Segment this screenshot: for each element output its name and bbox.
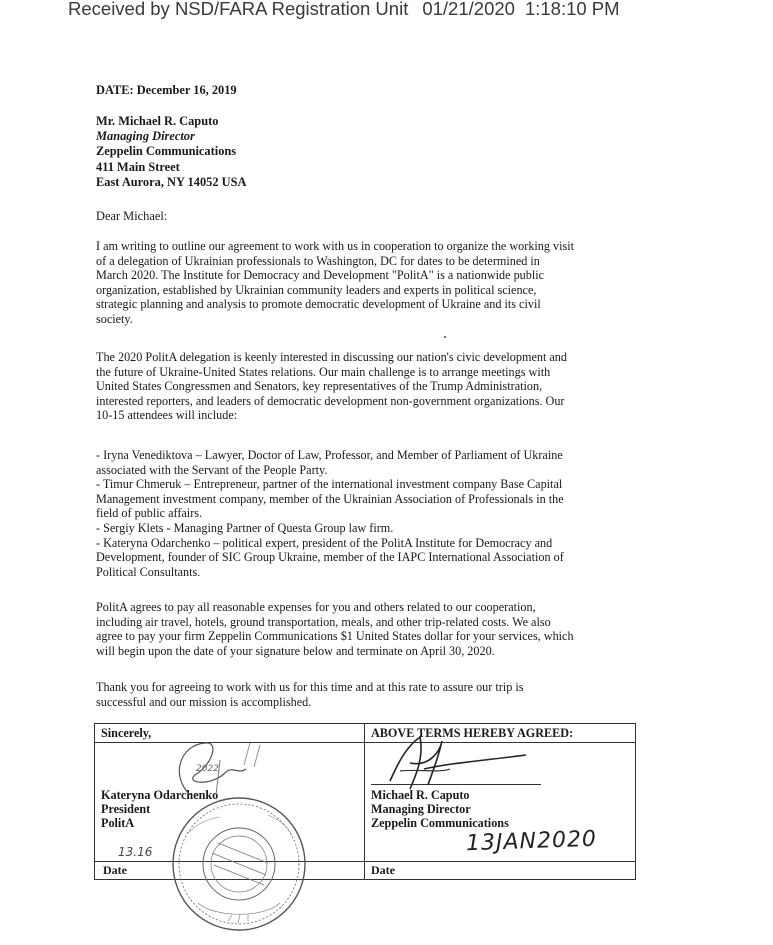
paragraph-delegation (96, 350, 636, 423)
signer-title: President (101, 802, 151, 817)
recipient-title: Managing Director (96, 129, 195, 144)
left-date-label: Date (103, 863, 127, 877)
stamp-label: Received by NSD/FARA Registration Unit (68, 0, 409, 19)
attendee-line: - Sergiy Klets - Managing Partner of Questa Group law firm. (96, 520, 394, 535)
agreed-label: ABOVE TERMS HEREBY AGREED: (371, 726, 574, 740)
attendee-line: Political Consultants. (96, 564, 201, 579)
recipient-name: Mr. Michael R. Caputo (96, 114, 219, 128)
text-line: organization, established by Ukrainian community leaders and experts in political science, (96, 282, 537, 297)
handwritten-date-right: 13JAN2020 (465, 826, 598, 857)
svg-text:2022: 2022 (196, 764, 219, 774)
recipient-address-block (96, 114, 246, 190)
text-line: agree to pay your firm Zeppelin Communications $1 United States dollar for your services, which (96, 629, 574, 644)
sincerely-label: Sincerely, (101, 726, 152, 740)
text-line: The 2020 PolitA delegation is keenly interested in discussing our nation's civic development and (96, 350, 567, 364)
text-line: PolitA agrees to pay all reasonable expenses for you and others related to our cooperation, (96, 600, 536, 614)
handwritten-date-left: 13.16 (118, 845, 153, 859)
stamp-date: 01/21/2020 (422, 0, 515, 19)
text-line: I am writing to outline our agreement to work with us in cooperation to organize the working visit (96, 239, 575, 253)
text-line: society. (96, 311, 133, 326)
text-line: United States Congressmen and Senators, key representatives of the Trump Administration, (96, 379, 543, 394)
right-signer-block (371, 788, 509, 831)
attendee-line: Management investment company, member of the Ukrainian Association of Professionals in the (96, 491, 564, 506)
text-line: the future of Ukraine-United States relations. Our main challenge is to arrange meetings with (96, 364, 551, 379)
signer-name: Kateryna Odarchenko (101, 788, 219, 802)
stamp-time: 1:18:10 PM (524, 0, 620, 19)
attendee-line: Development, founder of SIC Group Ukraine, member of the IAPC International Association of (96, 550, 564, 565)
text-line: including air travel, hotels, ground transportation, meals, and other trip-related costs. We also (96, 614, 551, 629)
text-line: Thank you for agreeing to work with us for this time and at this rate to assure our trip is (96, 680, 524, 694)
signer-org: PolitA (101, 816, 135, 831)
text-line: successful and our mission is accomplished. (96, 694, 312, 709)
attendee-list (96, 448, 636, 579)
text-line: March 2020. The Institute for Democracy and Development "PolitA" is a nationwide public (96, 268, 545, 283)
recipient-company: Zeppelin Communications (96, 144, 237, 159)
text-line: strategic planning and analysis to promote democratic development of Ukraine and its civil (96, 297, 541, 312)
attendee-line: - Timur Chmeruk – Entrepreneur, partner of the international investment company Base Capital (96, 477, 563, 492)
fara-received-stamp (68, 0, 620, 20)
polita-seal-icon (168, 793, 310, 935)
signer-name: Michael R. Caputo (371, 788, 470, 802)
scan-speck (444, 336, 446, 338)
attendee-line: - Kateryna Odarchenko – political expert, president of the PolitA Institute for Democracy and (96, 535, 553, 550)
attendee-line: - Iryna Venediktova – Lawyer, Doctor of Law, Professor, and Member of Parliament of Ukraine (96, 448, 563, 462)
text-line: 10-15 attendees will include: (96, 408, 238, 423)
paragraph-expenses (96, 600, 636, 658)
letter-date: DATE: December 16, 2019 (96, 83, 237, 97)
signer-title: Managing Director (371, 802, 471, 817)
recipient-street: 411 Main Street (96, 159, 180, 174)
attendee-line: associated with the Servant of the People Party. (96, 462, 328, 477)
right-date-label: Date (371, 863, 395, 877)
paragraph-thanks (96, 680, 636, 709)
signer-org: Zeppelin Communications (371, 816, 509, 831)
salutation: Dear Michael: (96, 209, 168, 223)
recipient-city: East Aurora, NY 14052 USA (96, 174, 247, 189)
column-divider (364, 724, 365, 879)
caputo-signature-icon (380, 733, 530, 793)
text-line: will begin upon the date of your signature below and terminate on April 30, 2020. (96, 643, 495, 658)
paragraph-intro (96, 239, 636, 327)
attendee-line: field of public affairs. (96, 506, 203, 521)
text-line: of a delegation of Ukrainian professionals to Washington, DC for dates to be determined in (96, 253, 540, 268)
text-line: interested reporters, and leaders of democratic development non-government organizations. Our (96, 393, 565, 408)
